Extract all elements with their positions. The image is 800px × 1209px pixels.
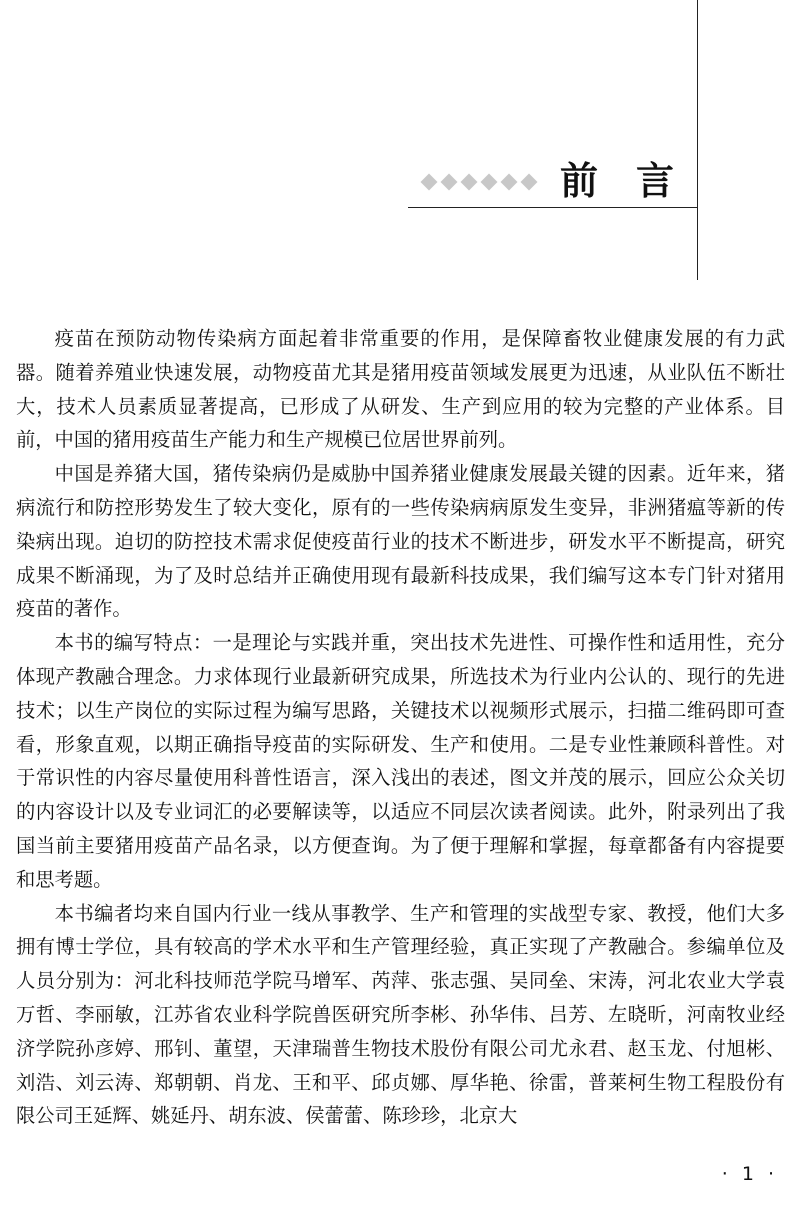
paragraph: 中国是养猪大国，猪传染病仍是威胁中国养猪业健康发展最关键的因素。近年来，猪病流行和防控形势发生了较大变化，原有的一些传染病病原发生变异，非洲猪瘟等新的传染病出现。迫切的防控技术需求促使疫苗行业的技术不断进步，研发水平不断提高，研究成果不断涌现，为了及时总结并正确使用现有最新科技成果，我们编写这本专门针对猪用疫苗的著作。 [16, 462, 785, 621]
diamond-ornament-icon [500, 173, 517, 190]
title-ornament [420, 173, 537, 190]
page-number: · 1 · [721, 1163, 778, 1185]
paragraph: 疫苗在预防动物传染病方面起着非常重要的作用，是保障畜牧业健康发展的有力武器。随着养殖业快速发展，动物疫苗尤其是猪用疫苗领域发展更为迅速，从业队伍不断壮大，技术人员素质显著提高，已形成了从研发、生产到应用的较为完整的产业体系。目前，中国的猪用疫苗生产能力和生产规模已位居世界前列。 [16, 327, 785, 452]
header-vertical-rule [697, 0, 698, 280]
diamond-ornament-icon [440, 173, 457, 190]
paragraph: 本书的编写特点：一是理论与实践并重，突出技术先进性、可操作性和适用性，充分体现产教融合理念。力求体现行业最新研究成果，所选技术为行业内公认的、现行的先进技术；以生产岗位的实际过程为编写思路，关键技术以视频形式展示，扫描二维码即可查看，形象直观，以期正确指导疫苗的实际研发、生产和使用。二是专业性兼顾科普性。对于常识性的内容尽量使用科普性语言，深入浅出的表述，图文并茂的展示，回应公众关切的内容设计以及专业词汇的必要解读等，以适应不同层次读者阅读。此外，附录列出了我国当前主要猪用疫苗产品名录，以方便查询。为了便于理解和掌握，每章都备有内容提要和思考题。 [16, 631, 785, 891]
diamond-ornament-icon [420, 173, 437, 190]
diamond-ornament-icon [460, 173, 477, 190]
preface-body [16, 322, 785, 1133]
diamond-ornament-icon [480, 173, 497, 190]
paragraph: 本书编者均来自国内行业一线从事教学、生产和管理的实战型专家、教授，他们大多拥有博士学位，具有较高的学术水平和生产管理经验，真正实现了产教融合。参编单位及人员分别为：河北科技师范学院马增军、芮萍、张志强、吴同垒、宋涛，河北农业大学袁万哲、李丽敏，江苏省农业科学院兽医研究所李彬、孙华伟、吕芳、左晓昕，河南牧业经济学院孙彦婷、邢钊、董望，天津瑞普生物技术股份有限公司尤永君、赵玉龙、付旭彬、刘浩、刘云涛、郑朝朝、肖龙、王和平、邱贞娜、厚华艳、徐雷，普莱柯生物工程股份有限公司王延辉、姚延丹、胡东波、侯蕾蕾、陈珍珍，北京大 [16, 901, 785, 1128]
header-horizontal-rule [408, 207, 698, 208]
diamond-ornament-icon [520, 173, 537, 190]
page-title: 前言 [560, 159, 713, 203]
